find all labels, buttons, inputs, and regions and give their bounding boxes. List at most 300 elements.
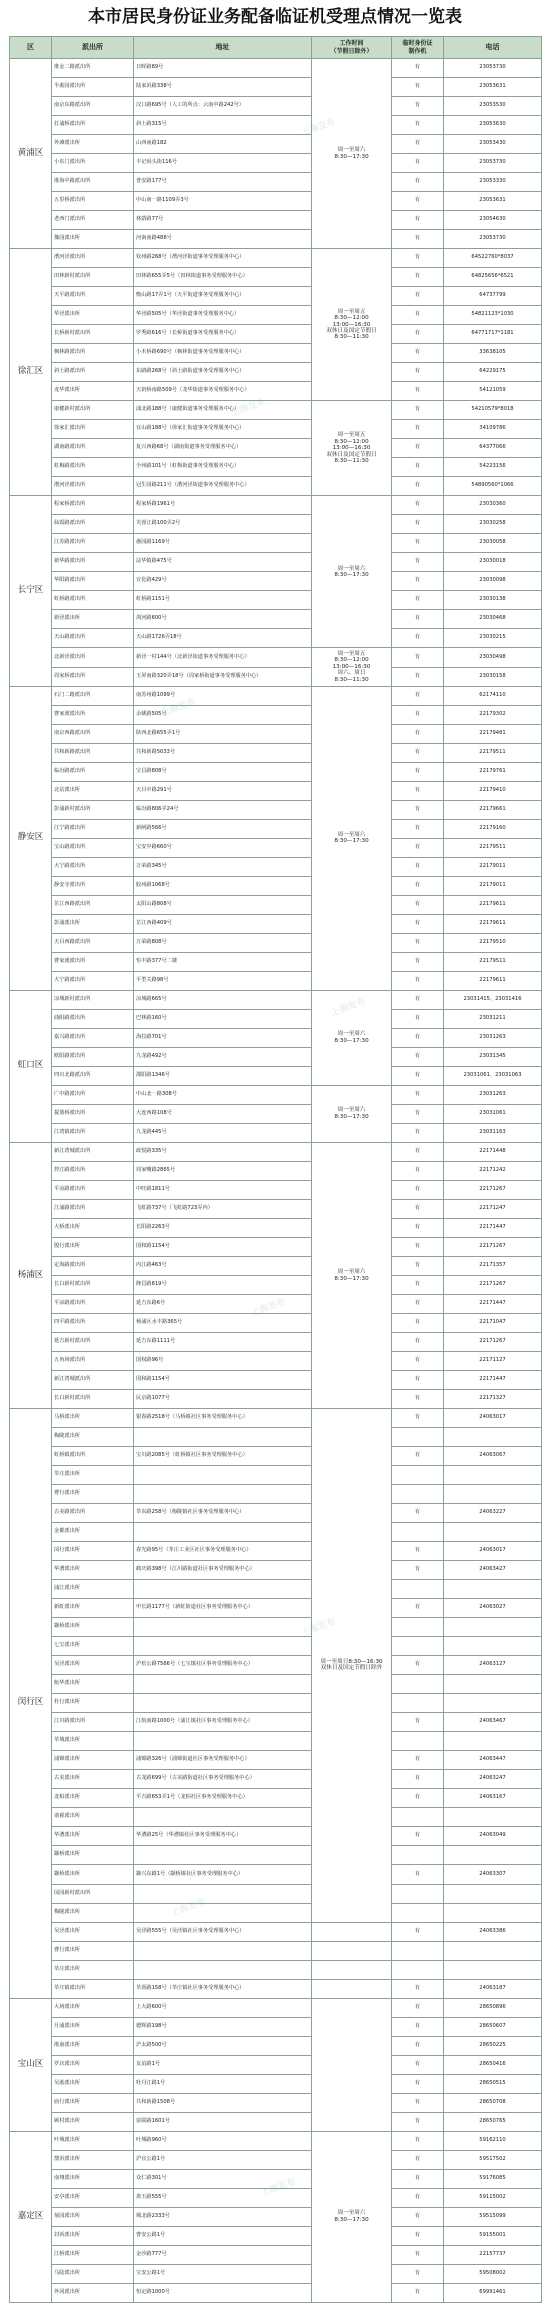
- machine-cell: 有: [392, 1922, 444, 1941]
- station-cell: 湖南路派出所: [52, 439, 134, 458]
- station-cell: 新江湾城派出所: [52, 1371, 134, 1390]
- machine-cell: 有: [392, 591, 444, 610]
- address-cell: 芷江西路409号: [134, 914, 312, 933]
- address-cell: 曹安公路1号: [134, 2226, 312, 2245]
- machine-cell: 有: [392, 705, 444, 724]
- phone-cell: 22171127: [444, 1352, 542, 1371]
- phone-cell: 23053430: [444, 135, 542, 154]
- machine-cell: 有: [392, 724, 444, 743]
- machine-cell: 有: [392, 534, 444, 553]
- machine-cell: 有: [392, 306, 444, 325]
- table-row: [10, 971, 542, 990]
- phone-cell: 28650515: [444, 2074, 542, 2093]
- machine-cell: 有: [392, 667, 444, 686]
- machine-cell: 有: [392, 363, 444, 382]
- address-cell: 沪太路500号: [134, 2036, 312, 2055]
- machine-cell: 有: [392, 1104, 444, 1123]
- machine-cell: 有: [392, 325, 444, 344]
- phone-cell: 64737799: [444, 287, 542, 306]
- district-cell: 黄浦区: [10, 59, 52, 249]
- phone-cell: 22179410: [444, 781, 542, 800]
- table-row: [10, 1276, 542, 1295]
- address-cell: 虹桥路1151号: [134, 591, 312, 610]
- station-cell: 提篮桥派出所: [52, 1104, 134, 1123]
- phone-cell: 22171447: [444, 1371, 542, 1390]
- phone-cell: 22171447: [444, 1218, 542, 1237]
- table-row: [10, 1865, 542, 1884]
- phone-cell: 22179011: [444, 876, 542, 895]
- address-cell: 长阳路2263号: [134, 1218, 312, 1237]
- table-row: [10, 97, 542, 116]
- table-row: [10, 591, 542, 610]
- address-cell: 杨浦区水丰路365号: [134, 1314, 312, 1333]
- phone-cell: 23031061、23031063: [444, 1066, 542, 1085]
- station-cell: 曹家渡派出所: [52, 705, 134, 724]
- phone-cell: 24063467: [444, 1713, 542, 1732]
- station-cell: 小东门派出所: [52, 154, 134, 173]
- table-row: [10, 1656, 542, 1675]
- machine-cell: 有: [392, 496, 444, 515]
- table-row: [10, 1922, 542, 1941]
- station-cell: 北站派出所: [52, 781, 134, 800]
- phone-cell: 22171327: [444, 1390, 542, 1409]
- phone-cell: 23030215: [444, 629, 542, 648]
- machine-cell: 有: [392, 1751, 444, 1770]
- phone-cell: 54890560*1066: [444, 477, 542, 496]
- phone-cell: 22179160: [444, 819, 542, 838]
- watermark: 上海发布: [259, 2177, 298, 2199]
- machine-cell: [392, 1808, 444, 1827]
- station-cell: 广中路派出所: [52, 1085, 134, 1104]
- station-cell: 共和新路派出所: [52, 743, 134, 762]
- table-row: [10, 800, 542, 819]
- phone-cell: 22179481: [444, 724, 542, 743]
- machine-cell: 有: [392, 1713, 444, 1732]
- address-cell: [134, 1732, 312, 1751]
- machine-cell: 有: [392, 1504, 444, 1523]
- table-row: [10, 1352, 542, 1371]
- station-cell: 戬浜派出所: [52, 2150, 134, 2169]
- phone-cell: 24063187: [444, 1979, 542, 1998]
- address-cell: 复兴西路68号（湖南街道事务受理服务中心）: [134, 439, 312, 458]
- address-cell: 吴泾路555号（吴泾镇社区事务受理服务中心）: [134, 1922, 312, 1941]
- phone-cell: [444, 1694, 542, 1713]
- district-cell: 嘉定区: [10, 2131, 52, 2302]
- station-cell: 田林新村派出所: [52, 268, 134, 287]
- machine-cell: 有: [392, 1656, 444, 1675]
- address-cell: [134, 1466, 312, 1485]
- phone-cell: 22171357: [444, 1256, 542, 1275]
- machine-cell: 有: [392, 1009, 444, 1028]
- table-row: [10, 2112, 542, 2131]
- station-cell: 天山路派出所: [52, 629, 134, 648]
- phone-cell: 22171267: [444, 1180, 542, 1199]
- machine-cell: 有: [392, 2150, 444, 2169]
- table-row: [10, 1085, 542, 1104]
- table-row: [10, 705, 542, 724]
- phone-cell: 23031263: [444, 1085, 542, 1104]
- address-cell: 浦锦路326号（浦锦街道社区事务受理服务中心）: [134, 1751, 312, 1770]
- table-row: [10, 1218, 542, 1237]
- phone-cell: [444, 1618, 542, 1637]
- machine-cell: 有: [392, 116, 444, 135]
- address-cell: 法华镇路475号: [134, 553, 312, 572]
- station-cell: 五里桥派出所: [52, 192, 134, 211]
- phone-cell: 64522760*8037: [444, 249, 542, 268]
- phone-cell: 23053631: [444, 192, 542, 211]
- table-row: [10, 1104, 542, 1123]
- header-address: 地址: [134, 37, 312, 59]
- table-row: [10, 610, 542, 629]
- table-row: [10, 287, 542, 306]
- table-row: [10, 249, 542, 268]
- header-hours: 工作时间 （节假日除外）: [312, 37, 392, 59]
- phone-cell: 22171267: [444, 1333, 542, 1352]
- phone-cell: 23030138: [444, 591, 542, 610]
- watermark: 上海发布: [299, 117, 338, 139]
- phone-cell: 22171267: [444, 1276, 542, 1295]
- phone-cell: 23030360: [444, 496, 542, 515]
- address-cell: 芙蓉江路100弄2号: [134, 515, 312, 534]
- machine-cell: 有: [392, 287, 444, 306]
- table-row: [10, 1066, 542, 1085]
- station-cell: 江浦路派出所: [52, 1199, 134, 1218]
- address-cell: 共和新路1508号: [134, 2093, 312, 2112]
- phone-cell: 24063227: [444, 1504, 542, 1523]
- table-row: [10, 2131, 542, 2150]
- address-cell: 万荣路808号: [134, 933, 312, 952]
- machine-cell: 有: [392, 1142, 444, 1161]
- machine-cell: 有: [392, 2055, 444, 2074]
- station-cell: 周家桥派出所: [52, 667, 134, 686]
- machine-cell: 有: [392, 1085, 444, 1104]
- district-cell: 徐汇区: [10, 249, 52, 496]
- station-cell: 临汾路派出所: [52, 762, 134, 781]
- station-cell: 淮金二路派出所: [52, 59, 134, 78]
- table-row: [10, 135, 542, 154]
- table-row: [10, 1599, 542, 1618]
- station-cell: 新华路派出所: [52, 553, 134, 572]
- phone-cell: 23031345: [444, 1047, 542, 1066]
- phone-cell: 24063027: [444, 1599, 542, 1618]
- machine-cell: [392, 1466, 444, 1485]
- address-cell: 申长路1177号（新虹街道社区事务受理服务中心）: [134, 1599, 312, 1618]
- station-cell: 虹桥镇派出所: [52, 1447, 134, 1466]
- machine-cell: 有: [392, 2207, 444, 2226]
- district-cell: 杨浦区: [10, 1142, 52, 1408]
- phone-cell: 22157737: [444, 2245, 542, 2264]
- table-row: [10, 857, 542, 876]
- station-cell: 叶城派出所: [52, 2131, 134, 2150]
- table-row: [10, 1409, 542, 1428]
- address-cell: 华泾路505号（华泾街道事务受理服务中心）: [134, 306, 312, 325]
- phone-cell: 54821123*1030: [444, 306, 542, 325]
- machine-cell: 有: [392, 192, 444, 211]
- address-cell: 田林路655弄5号（田林街道事务受理服务中心）: [134, 268, 312, 287]
- table-row: [10, 1256, 542, 1275]
- machine-cell: [392, 1580, 444, 1599]
- address-cell: 衡山路17弄1号（天平街道事务受理服务中心）: [134, 287, 312, 306]
- table-row: [10, 1884, 542, 1903]
- machine-cell: 有: [392, 1256, 444, 1275]
- address-cell: 飞虹路737号（飞虹路723弄内）: [134, 1199, 312, 1218]
- phone-cell: 23030098: [444, 572, 542, 591]
- address-cell: 中山北一路308号: [134, 1085, 312, 1104]
- phone-cell: [444, 1941, 542, 1960]
- phone-cell: [444, 1903, 542, 1922]
- table-row: [10, 439, 542, 458]
- station-cell: 浦江派出所: [52, 1580, 134, 1599]
- table-row: [10, 2036, 542, 2055]
- phone-cell: 59176085: [444, 2169, 542, 2188]
- station-cell: 大桥派出所: [52, 1218, 134, 1237]
- machine-cell: 有: [392, 477, 444, 496]
- phone-cell: 24063067: [444, 1447, 542, 1466]
- station-cell: 梅陇派出所: [52, 1903, 134, 1922]
- phone-cell: 24063127: [444, 1656, 542, 1675]
- machine-cell: 有: [392, 1333, 444, 1352]
- address-cell: [134, 1523, 312, 1542]
- address-cell: 江航南路1000号（浦江镇社区事务受理服务中心）: [134, 1713, 312, 1732]
- machine-cell: 有: [392, 420, 444, 439]
- machine-cell: 有: [392, 1199, 444, 1218]
- address-cell: 宣化路429号: [134, 572, 312, 591]
- phone-cell: 23031415、23031416: [444, 990, 542, 1009]
- machine-cell: 有: [392, 971, 444, 990]
- phone-cell: 23053630: [444, 116, 542, 135]
- address-cell: 新泾一村144号（北新泾街道事务受理服务中心）: [134, 648, 312, 667]
- address-cell: 金沙路777号: [134, 2245, 312, 2264]
- address-cell: [134, 1694, 312, 1713]
- address-cell: 河南南路488号: [134, 230, 312, 249]
- address-cell: 罗秀路616号（长桥街道事务受理服务中心）: [134, 325, 312, 344]
- machine-cell: 有: [392, 1979, 444, 1998]
- address-cell: 叶城路960号: [134, 2131, 312, 2150]
- station-cell: 徐家汇派出所: [52, 420, 134, 439]
- address-cell: 宜山路188号（徐家汇街道事务受理服务中心）: [134, 420, 312, 439]
- machine-cell: 有: [392, 173, 444, 192]
- address-cell: 莘东路258号（梅陇镇社区事务受理服务中心）: [134, 1504, 312, 1523]
- phone-cell: 23030498: [444, 648, 542, 667]
- table-row: [10, 1485, 542, 1504]
- address-cell: 天目中路291号: [134, 781, 312, 800]
- phone-cell: 69991461: [444, 2283, 542, 2302]
- phone-cell: 24063427: [444, 1561, 542, 1580]
- phone-cell: 24063447: [444, 1751, 542, 1770]
- address-cell: 余姚路505号: [134, 705, 312, 724]
- hours-cell: [312, 1998, 392, 2131]
- station-cell: 安亭派出所: [52, 2188, 134, 2207]
- address-cell: 城北路2333号: [134, 2207, 312, 2226]
- table-row: [10, 401, 542, 420]
- table-row: [10, 1542, 542, 1561]
- address-cell: 宝安公路1号: [134, 2264, 312, 2283]
- hours-cell: 周一至周六 8:30—17:30: [312, 686, 392, 990]
- phone-cell: 22179761: [444, 762, 542, 781]
- station-cell: 颛桥派出所: [52, 1865, 134, 1884]
- address-cell: 政悦路335号: [134, 1142, 312, 1161]
- machine-cell: 有: [392, 1998, 444, 2017]
- hours-cell: 周一至周六 8:30—17:30: [312, 496, 392, 648]
- station-cell: 月浦派出所: [52, 2017, 134, 2036]
- table-row: [10, 990, 542, 1009]
- table-row: [10, 1180, 542, 1199]
- address-cell: 愚园路1169号: [134, 534, 312, 553]
- machine-cell: [392, 1523, 444, 1542]
- phone-cell: 64229175: [444, 363, 542, 382]
- machine-cell: 有: [392, 439, 444, 458]
- watermark: 上海发布: [229, 397, 268, 419]
- header-district: 区: [10, 37, 52, 59]
- header-station: 派出所: [52, 37, 134, 59]
- station-cell: 半淞园派出所: [52, 78, 134, 97]
- machine-cell: 有: [392, 553, 444, 572]
- machine-cell: 有: [392, 1180, 444, 1199]
- machine-cell: 有: [392, 648, 444, 667]
- machine-cell: 有: [392, 610, 444, 629]
- station-cell: 虹梅路派出所: [52, 458, 134, 477]
- table-row: [10, 2245, 542, 2264]
- address-cell: 巴林路160号: [134, 1009, 312, 1028]
- machine-cell: [392, 1694, 444, 1713]
- station-cell: 新江湾城派出所: [52, 1142, 134, 1161]
- table-row: [10, 1846, 542, 1865]
- address-cell: 宝川路2085号（虹桥镇社区事务受理服务中心）: [134, 1447, 312, 1466]
- station-cell: 长白新村派出所: [52, 1390, 134, 1409]
- address-cell: 小木桥路690号（枫林街道事务受理服务中心）: [134, 344, 312, 363]
- table-row: [10, 2017, 542, 2036]
- machine-cell: 有: [392, 1218, 444, 1237]
- station-cell: 凉城新村派出所: [52, 990, 134, 1009]
- table-row: [10, 325, 542, 344]
- machine-cell: 有: [392, 1295, 444, 1314]
- machine-cell: 有: [392, 230, 444, 249]
- table-row: [10, 1637, 542, 1656]
- address-cell: 民京路1077号: [134, 1390, 312, 1409]
- station-cell: 长桥新村派出所: [52, 325, 134, 344]
- machine-cell: 有: [392, 78, 444, 97]
- phone-cell: 22171242: [444, 1161, 542, 1180]
- address-cell: [134, 1637, 312, 1656]
- machine-cell: 有: [392, 686, 444, 705]
- address-cell: [134, 1808, 312, 1827]
- table-row: [10, 686, 542, 705]
- phone-cell: 59155001: [444, 2226, 542, 2245]
- table-row: [10, 2226, 542, 2245]
- address-cell: 溧阳路1346号: [134, 1066, 312, 1085]
- phone-cell: 34109786: [444, 420, 542, 439]
- table-row: [10, 1447, 542, 1466]
- address-cell: 太阳山路808号: [134, 895, 312, 914]
- phone-cell: 24063307: [444, 1865, 542, 1884]
- address-cell: 胶州路1068号: [134, 876, 312, 895]
- address-cell: 海拉路701号: [134, 1028, 312, 1047]
- table-row: [10, 1732, 542, 1751]
- address-cell: 沪松公路7566号（七宝镇社区事务受理服务中心）: [134, 1656, 312, 1675]
- machine-cell: 有: [392, 382, 444, 401]
- station-cell: 虹桥路派出所: [52, 591, 134, 610]
- table-row: [10, 819, 542, 838]
- address-cell: 大连西路108号: [134, 1104, 312, 1123]
- phone-cell: 24063017: [444, 1542, 542, 1561]
- table-row: [10, 154, 542, 173]
- machine-cell: 有: [392, 268, 444, 287]
- address-cell: 程家桥路1961号: [134, 496, 312, 515]
- station-cell: 诸翟派出所: [52, 1808, 134, 1827]
- table-row: [10, 2207, 542, 2226]
- phone-cell: [444, 1580, 542, 1599]
- table-row: [10, 914, 542, 933]
- station-cell: 淞南派出所: [52, 2036, 134, 2055]
- station-cell: 封浜派出所: [52, 2226, 134, 2245]
- address-cell: 莘沥路158号（莘庄镇社区事务受理服务中心）: [134, 1979, 312, 1998]
- table-row: [10, 781, 542, 800]
- station-cell: 江宁路派出所: [52, 819, 134, 838]
- machine-cell: 有: [392, 914, 444, 933]
- machine-cell: 有: [392, 2283, 444, 2302]
- machine-cell: [392, 1846, 444, 1865]
- machine-cell: 有: [392, 2245, 444, 2264]
- station-cell: 大场派出所: [52, 1998, 134, 2017]
- station-cell: 庙行派出所: [52, 2093, 134, 2112]
- address-cell: 共和新路5033号: [134, 743, 312, 762]
- hours-cell: 周一至周六 8:30—17:30: [312, 1085, 392, 1142]
- station-cell: 新虹派出所: [52, 1599, 134, 1618]
- phone-cell: 28650416: [444, 2055, 542, 2074]
- address-cell: [134, 1485, 312, 1504]
- watermark: 上海发布: [329, 997, 368, 1019]
- phone-cell: 22179302: [444, 705, 542, 724]
- station-cell: 四平路派出所: [52, 1314, 134, 1333]
- phone-cell: 28650607: [444, 2017, 542, 2036]
- station-cell: 宝山路派出所: [52, 838, 134, 857]
- machine-cell: 有: [392, 1542, 444, 1561]
- table-row: [10, 2055, 542, 2074]
- table-row: [10, 2093, 542, 2112]
- phone-cell: 22171267: [444, 1237, 542, 1256]
- table-row: [10, 420, 542, 439]
- machine-cell: 有: [392, 2188, 444, 2207]
- address-cell: 国和路1154号: [134, 1237, 312, 1256]
- machine-cell: 有: [392, 249, 444, 268]
- table-body: [10, 59, 542, 2303]
- phone-cell: 28650765: [444, 2112, 542, 2131]
- table-row: [10, 1047, 542, 1066]
- table-row: [10, 2188, 542, 2207]
- address-cell: 林荫路77号: [134, 211, 312, 230]
- hours-cell: 周一至周五 8:30—12:00 13:00—16:30 周六、周日 8:30—11:30: [312, 648, 392, 686]
- address-cell: 陕西北路655弄1号: [134, 724, 312, 743]
- phone-cell: 59115002: [444, 2188, 542, 2207]
- machine-cell: 有: [392, 629, 444, 648]
- table-row: [10, 1827, 542, 1846]
- address-cell: [134, 1903, 312, 1922]
- phone-cell: 23053730: [444, 230, 542, 249]
- table-row: [10, 1199, 542, 1218]
- station-cell: 大宁路派出所: [52, 971, 134, 990]
- station-cell: 五角场派出所: [52, 1352, 134, 1371]
- station-cell: 航华派出所: [52, 1675, 134, 1694]
- phone-cell: 33638105: [444, 344, 542, 363]
- station-cell: 平凉路派出所: [52, 1180, 134, 1199]
- table-row: [10, 1295, 542, 1314]
- station-cell: 马陆派出所: [52, 2264, 134, 2283]
- machine-cell: 有: [392, 1770, 444, 1789]
- table-row: [10, 952, 542, 971]
- table-row: [10, 1314, 542, 1333]
- machine-cell: 有: [392, 1561, 444, 1580]
- station-cell: 梅陇派出所: [52, 1428, 134, 1447]
